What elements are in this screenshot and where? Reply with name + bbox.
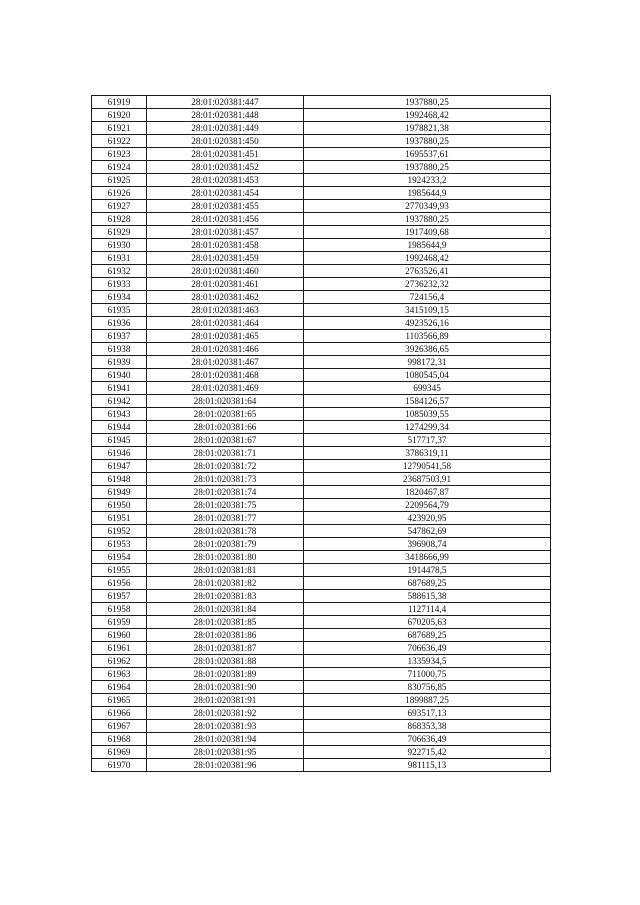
row-number-cell: 61924: [92, 161, 147, 174]
cadastral-value-cell: 1335934,5: [304, 655, 551, 668]
table-row: [92, 473, 551, 486]
row-number-cell: 61954: [92, 551, 147, 564]
row-number-cell: 61959: [92, 616, 147, 629]
row-number-cell: 61940: [92, 369, 147, 382]
table-row: [92, 174, 551, 187]
table-row: [92, 213, 551, 226]
cadastral-number-cell: 28:01:020381:451: [147, 148, 304, 161]
row-number-cell: 61922: [92, 135, 147, 148]
row-number-cell: 61953: [92, 538, 147, 551]
row-number-cell: 61949: [92, 486, 147, 499]
cadastral-value-cell: 1978821,38: [304, 122, 551, 135]
cadastral-value-cell: 1992468,42: [304, 252, 551, 265]
cadastral-value-cell: 1584126,57: [304, 395, 551, 408]
table-row: [92, 304, 551, 317]
table-row: [92, 486, 551, 499]
table-row: [92, 694, 551, 707]
cadastral-number-cell: 28:01:020381:80: [147, 551, 304, 564]
cadastral-number-cell: 28:01:020381:466: [147, 343, 304, 356]
cadastral-value-cell: 1985644,9: [304, 239, 551, 252]
cadastral-number-cell: 28:01:020381:463: [147, 304, 304, 317]
row-number-cell: 61955: [92, 564, 147, 577]
cadastral-value-cell: 1085039,55: [304, 408, 551, 421]
table-row: [92, 278, 551, 291]
table-row: [92, 135, 551, 148]
cadastral-number-cell: 28:01:020381:71: [147, 447, 304, 460]
row-number-cell: 61961: [92, 642, 147, 655]
cadastral-value-cell: 1274299,34: [304, 421, 551, 434]
cadastral-number-cell: 28:01:020381:464: [147, 317, 304, 330]
cadastral-number-cell: 28:01:020381:88: [147, 655, 304, 668]
cadastral-number-cell: 28:01:020381:465: [147, 330, 304, 343]
cadastral-number-cell: 28:01:020381:461: [147, 278, 304, 291]
table-row: [92, 187, 551, 200]
cadastral-number-cell: 28:01:020381:86: [147, 629, 304, 642]
row-number-cell: 61969: [92, 746, 147, 759]
row-number-cell: 61933: [92, 278, 147, 291]
cadastral-value-cell: 1937880,25: [304, 161, 551, 174]
row-number-cell: 61937: [92, 330, 147, 343]
cadastral-value-cell: 1820467,87: [304, 486, 551, 499]
row-number-cell: 61927: [92, 200, 147, 213]
row-number-cell: 61919: [92, 96, 147, 109]
cadastral-number-cell: 28:01:020381:469: [147, 382, 304, 395]
table-row: [92, 122, 551, 135]
cadastral-number-cell: 28:01:020381:66: [147, 421, 304, 434]
cadastral-value-cell: 1914478,5: [304, 564, 551, 577]
cadastral-value-cell: 588615,38: [304, 590, 551, 603]
cadastral-number-cell: 28:01:020381:452: [147, 161, 304, 174]
table-row: [92, 395, 551, 408]
cadastral-number-cell: 28:01:020381:458: [147, 239, 304, 252]
table-row: [92, 447, 551, 460]
table-row: [92, 252, 551, 265]
cadastral-number-cell: 28:01:020381:457: [147, 226, 304, 239]
table-row: [92, 239, 551, 252]
cadastral-number-cell: 28:01:020381:460: [147, 265, 304, 278]
cadastral-value-cell: 396908,74: [304, 538, 551, 551]
cadastral-number-cell: 28:01:020381:96: [147, 759, 304, 772]
cadastral-number-cell: 28:01:020381:78: [147, 525, 304, 538]
cadastral-value-cell: 711000,75: [304, 668, 551, 681]
row-number-cell: 61923: [92, 148, 147, 161]
table-row: [92, 343, 551, 356]
table-row: [92, 707, 551, 720]
row-number-cell: 61964: [92, 681, 147, 694]
row-number-cell: 61957: [92, 590, 147, 603]
row-number-cell: 61958: [92, 603, 147, 616]
cadastral-number-cell: 28:01:020381:450: [147, 135, 304, 148]
cadastral-value-cell: 693517,13: [304, 707, 551, 720]
table-row: [92, 499, 551, 512]
row-number-cell: 61950: [92, 499, 147, 512]
cadastral-value-cell: 2736232,32: [304, 278, 551, 291]
row-number-cell: 61962: [92, 655, 147, 668]
cadastral-number-cell: 28:01:020381:82: [147, 577, 304, 590]
cadastral-value-cell: 706636,49: [304, 642, 551, 655]
table-row: [92, 733, 551, 746]
cadastral-value-cell: 1103566,89: [304, 330, 551, 343]
table-row: [92, 512, 551, 525]
cadastral-number-cell: 28:01:020381:67: [147, 434, 304, 447]
cadastral-number-cell: 28:01:020381:449: [147, 122, 304, 135]
cadastral-value-cell: 1080545,04: [304, 369, 551, 382]
row-number-cell: 61932: [92, 265, 147, 278]
row-number-cell: 61944: [92, 421, 147, 434]
table-row: [92, 265, 551, 278]
cadastral-value-cell: 687689,25: [304, 577, 551, 590]
table-row: [92, 668, 551, 681]
cadastral-value-cell: 922715,42: [304, 746, 551, 759]
cadastral-value-cell: 1924233,2: [304, 174, 551, 187]
cadastral-value-cell: 981115,13: [304, 759, 551, 772]
cadastral-number-cell: 28:01:020381:75: [147, 499, 304, 512]
cadastral-value-cell: 423920,95: [304, 512, 551, 525]
row-number-cell: 61968: [92, 733, 147, 746]
row-number-cell: 61931: [92, 252, 147, 265]
cadastral-value-cell: 830756,85: [304, 681, 551, 694]
row-number-cell: 61936: [92, 317, 147, 330]
row-number-cell: 61946: [92, 447, 147, 460]
row-number-cell: 61966: [92, 707, 147, 720]
row-number-cell: 61941: [92, 382, 147, 395]
cadastral-number-cell: 28:01:020381:90: [147, 681, 304, 694]
cadastral-number-cell: 28:01:020381:447: [147, 96, 304, 109]
table-row: [92, 356, 551, 369]
cadastral-number-cell: 28:01:020381:95: [147, 746, 304, 759]
table-row: [92, 590, 551, 603]
cadastral-number-cell: 28:01:020381:455: [147, 200, 304, 213]
cadastral-number-cell: 28:01:020381:448: [147, 109, 304, 122]
table-row: [92, 161, 551, 174]
cadastral-value-cell: 868353,38: [304, 720, 551, 733]
table-row: [92, 538, 551, 551]
cadastral-number-cell: 28:01:020381:93: [147, 720, 304, 733]
cadastral-value-cell: 670205,63: [304, 616, 551, 629]
cadastral-number-cell: 28:01:020381:454: [147, 187, 304, 200]
cadastral-number-cell: 28:01:020381:81: [147, 564, 304, 577]
cadastral-value-cell: 3415109,15: [304, 304, 551, 317]
row-number-cell: 61935: [92, 304, 147, 317]
row-number-cell: 61947: [92, 460, 147, 473]
cadastral-number-cell: 28:01:020381:453: [147, 174, 304, 187]
table-body: [92, 96, 551, 772]
cadastral-number-cell: 28:01:020381:91: [147, 694, 304, 707]
cadastral-value-table: [91, 95, 551, 772]
cadastral-value-cell: 1985644,9: [304, 187, 551, 200]
table-row: [92, 603, 551, 616]
cadastral-number-cell: 28:01:020381:92: [147, 707, 304, 720]
cadastral-value-cell: 1937880,25: [304, 96, 551, 109]
cadastral-value-cell: 1917409,68: [304, 226, 551, 239]
table-row: [92, 109, 551, 122]
row-number-cell: 61934: [92, 291, 147, 304]
cadastral-value-cell: 517717,37: [304, 434, 551, 447]
table-row: [92, 564, 551, 577]
table-row: [92, 551, 551, 564]
table-row: [92, 434, 551, 447]
table-row: [92, 226, 551, 239]
row-number-cell: 61963: [92, 668, 147, 681]
table-row: [92, 291, 551, 304]
row-number-cell: 61938: [92, 343, 147, 356]
cadastral-value-cell: 4923526,16: [304, 317, 551, 330]
row-number-cell: 61967: [92, 720, 147, 733]
row-number-cell: 61926: [92, 187, 147, 200]
row-number-cell: 61928: [92, 213, 147, 226]
row-number-cell: 61921: [92, 122, 147, 135]
cadastral-number-cell: 28:01:020381:64: [147, 395, 304, 408]
table-row: [92, 382, 551, 395]
cadastral-value-cell: 699345: [304, 382, 551, 395]
row-number-cell: 61951: [92, 512, 147, 525]
cadastral-number-cell: 28:01:020381:74: [147, 486, 304, 499]
table-row: [92, 577, 551, 590]
row-number-cell: 61956: [92, 577, 147, 590]
cadastral-value-cell: 23687503,91: [304, 473, 551, 486]
row-number-cell: 61925: [92, 174, 147, 187]
cadastral-number-cell: 28:01:020381:73: [147, 473, 304, 486]
cadastral-value-cell: 1695537,61: [304, 148, 551, 161]
row-number-cell: 61943: [92, 408, 147, 421]
cadastral-value-cell: 998172,31: [304, 356, 551, 369]
cadastral-number-cell: 28:01:020381:83: [147, 590, 304, 603]
table-row: [92, 746, 551, 759]
cadastral-value-cell: 2770349,93: [304, 200, 551, 213]
cadastral-number-cell: 28:01:020381:462: [147, 291, 304, 304]
cadastral-number-cell: 28:01:020381:84: [147, 603, 304, 616]
cadastral-number-cell: 28:01:020381:467: [147, 356, 304, 369]
row-number-cell: 61945: [92, 434, 147, 447]
cadastral-value-cell: 2209564,79: [304, 499, 551, 512]
cadastral-number-cell: 28:01:020381:94: [147, 733, 304, 746]
row-number-cell: 61952: [92, 525, 147, 538]
cadastral-number-cell: 28:01:020381:456: [147, 213, 304, 226]
table-row: [92, 408, 551, 421]
cadastral-value-cell: 3786319,11: [304, 447, 551, 460]
cadastral-number-cell: 28:01:020381:77: [147, 512, 304, 525]
cadastral-value-cell: 3926386,65: [304, 343, 551, 356]
table-row: [92, 629, 551, 642]
cadastral-value-cell: 2763526,41: [304, 265, 551, 278]
cadastral-number-cell: 28:01:020381:65: [147, 408, 304, 421]
row-number-cell: 61965: [92, 694, 147, 707]
row-number-cell: 61929: [92, 226, 147, 239]
row-number-cell: 61960: [92, 629, 147, 642]
table-row: [92, 460, 551, 473]
table-row: [92, 200, 551, 213]
table-row: [92, 720, 551, 733]
cadastral-value-cell: 1992468,42: [304, 109, 551, 122]
table-row: [92, 681, 551, 694]
cadastral-number-cell: 28:01:020381:79: [147, 538, 304, 551]
cadastral-value-cell: 1937880,25: [304, 213, 551, 226]
cadastral-value-cell: 3418666,99: [304, 551, 551, 564]
cadastral-value-cell: 687689,25: [304, 629, 551, 642]
table-row: [92, 616, 551, 629]
cadastral-value-cell: 547862,69: [304, 525, 551, 538]
table-row: [92, 148, 551, 161]
cadastral-value-cell: 1937880,25: [304, 135, 551, 148]
table-row: [92, 525, 551, 538]
row-number-cell: 61939: [92, 356, 147, 369]
row-number-cell: 61948: [92, 473, 147, 486]
table-row: [92, 759, 551, 772]
row-number-cell: 61930: [92, 239, 147, 252]
cadastral-value-cell: 1899887,25: [304, 694, 551, 707]
table-row: [92, 642, 551, 655]
cadastral-value-cell: 1127114,4: [304, 603, 551, 616]
cadastral-number-cell: 28:01:020381:85: [147, 616, 304, 629]
cadastral-value-cell: 12790541,58: [304, 460, 551, 473]
table-row: [92, 421, 551, 434]
table-row: [92, 330, 551, 343]
row-number-cell: 61970: [92, 759, 147, 772]
cadastral-number-cell: 28:01:020381:87: [147, 642, 304, 655]
cadastral-number-cell: 28:01:020381:468: [147, 369, 304, 382]
cadastral-number-cell: 28:01:020381:72: [147, 460, 304, 473]
table-row: [92, 96, 551, 109]
row-number-cell: 61920: [92, 109, 147, 122]
table-row: [92, 317, 551, 330]
cadastral-value-cell: 724156,4: [304, 291, 551, 304]
row-number-cell: 61942: [92, 395, 147, 408]
cadastral-number-cell: 28:01:020381:89: [147, 668, 304, 681]
table-row: [92, 655, 551, 668]
cadastral-value-cell: 706636,49: [304, 733, 551, 746]
table-row: [92, 369, 551, 382]
cadastral-number-cell: 28:01:020381:459: [147, 252, 304, 265]
